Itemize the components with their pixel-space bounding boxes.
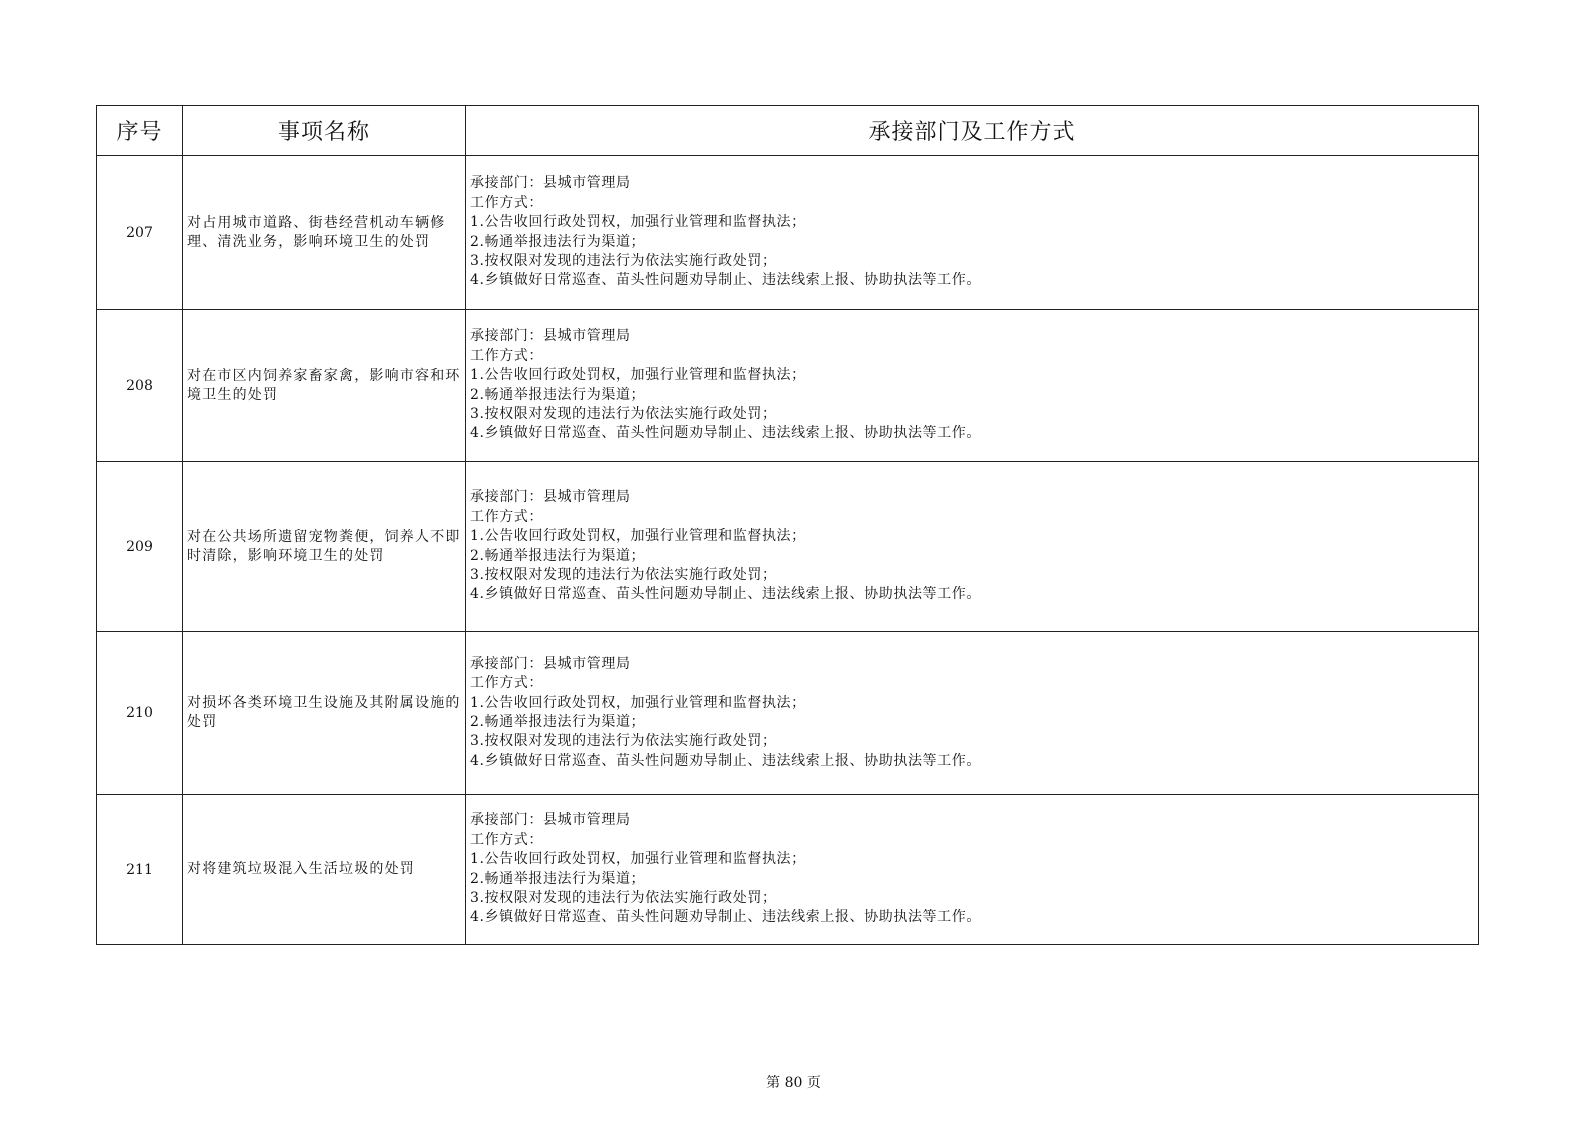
row-dept-method xyxy=(466,795,1479,945)
dept-line: 4.乡镇做好日常巡查、苗头性问题劝导制止、违法线索上报、协助执法等工作。 xyxy=(470,272,981,289)
dept-line: 承接部门：县城市管理局 xyxy=(470,489,631,506)
table-row xyxy=(97,156,1479,310)
row-dept-method xyxy=(466,310,1479,462)
dept-line: 1.公告收回行政处罚权，加强行业管理和监督执法； xyxy=(470,528,806,545)
dept-line: 4.乡镇做好日常巡查、苗头性问题劝导制止、违法线索上报、协助执法等工作。 xyxy=(470,425,981,442)
dept-line: 2.畅通举报违法行为渠道； xyxy=(470,714,646,730)
row-matter-name: 对损坏各类环境卫生设施及其附属设施的处罚 xyxy=(183,632,466,795)
table-row xyxy=(97,310,1479,462)
row-seq: 209 xyxy=(97,462,183,632)
header-seq: 序号 xyxy=(97,106,183,156)
dept-line: 3.按权限对发现的违法行为依法实施行政处罚； xyxy=(470,405,777,422)
dept-line: 4.乡镇做好日常巡查、苗头性问题劝导制止、违法线索上报、协助执法等工作。 xyxy=(470,586,981,603)
row-matter-name: 对在公共场所遗留宠物粪便，饲养人不即时清除，影响环境卫生的处罚 xyxy=(183,462,466,632)
dept-line: 2.畅通举报违法行为渠道； xyxy=(470,386,646,403)
table-row xyxy=(97,795,1479,945)
dept-line: 承接部门：县城市管理局 xyxy=(470,175,631,192)
row-matter-name: 对占用城市道路、街巷经营机动车辆修理、清洗业务，影响环境卫生的处罚 xyxy=(183,156,466,310)
dept-line: 承接部门：县城市管理局 xyxy=(470,328,631,345)
table-header xyxy=(97,106,1479,156)
row-dept-method xyxy=(466,632,1479,795)
dept-line: 工作方式： xyxy=(470,675,543,692)
dept-line: 4.乡镇做好日常巡查、苗头性问题劝导制止、违法线索上报、协助执法等工作。 xyxy=(470,909,981,926)
dept-line: 承接部门：县城市管理局 xyxy=(470,655,631,672)
dept-line: 3.按权限对发现的违法行为依法实施行政处罚； xyxy=(470,252,777,269)
dept-line: 1.公告收回行政处罚权，加强行业管理和监督执法； xyxy=(470,367,806,384)
header-dept: 承接部门及工作方式 xyxy=(466,106,1479,156)
row-seq: 211 xyxy=(97,795,183,945)
dept-line: 2.畅通举报违法行为渠道； xyxy=(470,870,646,887)
dept-line: 3.按权限对发现的违法行为依法实施行政处罚； xyxy=(470,889,777,906)
dept-line: 1.公告收回行政处罚权，加强行业管理和监督执法； xyxy=(470,214,806,231)
row-seq: 210 xyxy=(97,632,183,795)
row-dept-method xyxy=(466,462,1479,632)
dept-line: 工作方式： xyxy=(470,508,543,525)
dept-line: 1.公告收回行政处罚权，加强行业管理和监督执法； xyxy=(470,694,806,711)
table-row xyxy=(97,632,1479,795)
dept-line: 3.按权限对发现的违法行为依法实施行政处罚； xyxy=(470,566,777,583)
header-row xyxy=(97,106,1479,156)
header-name: 事项名称 xyxy=(183,106,466,156)
dept-line: 承接部门：县城市管理局 xyxy=(470,812,631,829)
matters-table xyxy=(96,105,1479,945)
table-body xyxy=(97,156,1479,945)
dept-line: 工作方式： xyxy=(470,347,543,364)
dept-line: 2.畅通举报违法行为渠道； xyxy=(470,547,646,564)
dept-line: 工作方式： xyxy=(470,194,543,211)
row-matter-name: 对将建筑垃圾混入生活垃圾的处罚 xyxy=(183,795,466,945)
dept-line: 工作方式： xyxy=(470,831,543,848)
dept-line: 1.公告收回行政处罚权，加强行业管理和监督执法； xyxy=(470,851,806,868)
dept-line: 4.乡镇做好日常巡查、苗头性问题劝导制止、违法线索上报、协助执法等工作。 xyxy=(470,752,981,769)
table-row xyxy=(97,462,1479,632)
page-number: 第 80 页 xyxy=(766,1075,821,1091)
row-matter-name: 对在市区内饲养家畜家禽，影响市容和环境卫生的处罚 xyxy=(183,310,466,462)
row-seq: 207 xyxy=(97,156,183,310)
row-seq: 208 xyxy=(97,310,183,462)
dept-line: 2.畅通举报违法行为渠道； xyxy=(470,233,646,250)
dept-line: 3.按权限对发现的违法行为依法实施行政处罚； xyxy=(470,733,777,750)
row-dept-method xyxy=(466,156,1479,310)
